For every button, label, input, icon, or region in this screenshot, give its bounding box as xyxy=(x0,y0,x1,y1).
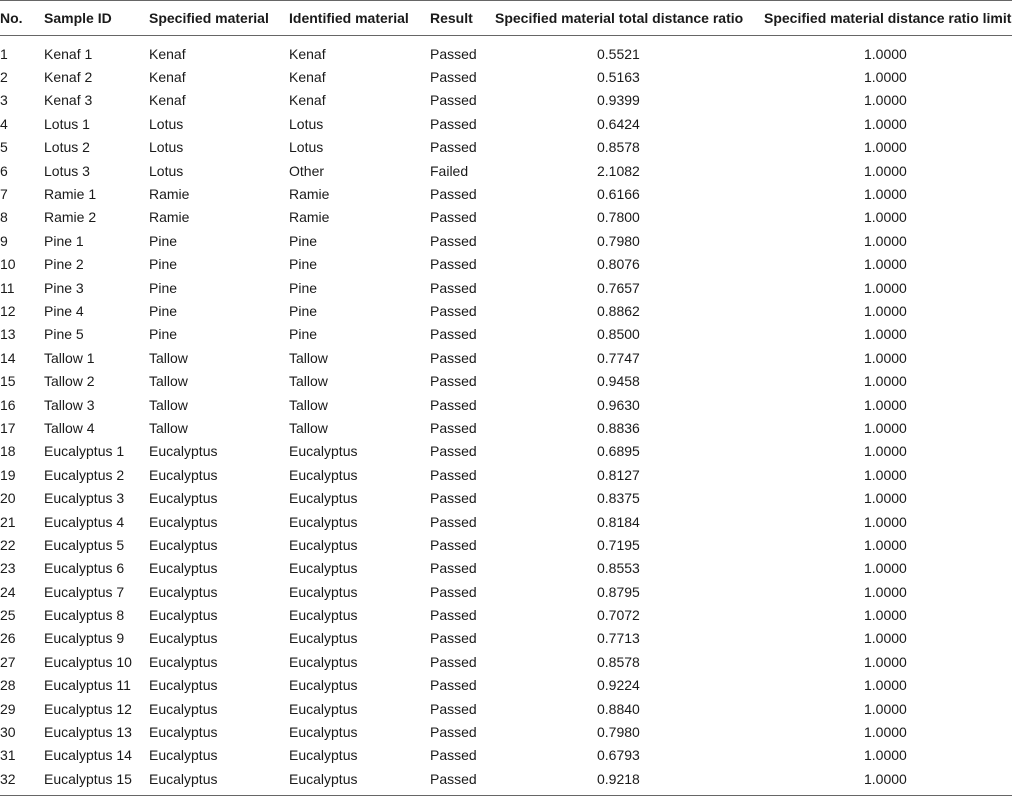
table-row xyxy=(0,229,1012,252)
cell-identified-material: Pine xyxy=(289,326,318,343)
cell-result: Passed xyxy=(430,186,477,203)
cell-distance-ratio-limit: 1.0000 xyxy=(864,162,907,179)
table-row xyxy=(0,767,1012,795)
cell-no: 8 xyxy=(0,209,8,226)
cell-distance-ratio-limit: 1.0000 xyxy=(864,209,907,226)
cell-result: Passed xyxy=(430,630,477,647)
cell-identified-material: Eucalyptus xyxy=(289,607,358,624)
cell-result: Passed xyxy=(430,490,477,507)
cell-sample-id: Eucalyptus 13 xyxy=(44,724,132,741)
cell-total-distance-ratio: 0.8076 xyxy=(597,256,640,273)
cell-sample-id: Tallow 3 xyxy=(44,396,95,413)
table-row xyxy=(0,557,1012,580)
cell-no: 31 xyxy=(0,747,16,764)
cell-result: Passed xyxy=(430,279,477,296)
header-identified-material: Identified material xyxy=(289,1,430,36)
cell-distance-ratio-limit: 1.0000 xyxy=(864,139,907,156)
cell-sample-id: Tallow 4 xyxy=(44,419,95,436)
header-sample-id: Sample ID xyxy=(44,1,149,36)
cell-no: 23 xyxy=(0,560,16,577)
cell-total-distance-ratio: 0.7072 xyxy=(597,607,640,624)
table-row xyxy=(0,276,1012,299)
cell-specified-material: Kenaf xyxy=(149,45,186,62)
cell-identified-material: Pine xyxy=(289,279,318,296)
cell-sample-id: Ramie 1 xyxy=(44,186,97,203)
cell-distance-ratio-limit: 1.0000 xyxy=(864,466,907,483)
cell-result: Passed xyxy=(430,419,477,436)
cell-total-distance-ratio: 2.1082 xyxy=(597,162,640,179)
cell-no: 2 xyxy=(0,69,8,86)
cell-identified-material: Eucalyptus xyxy=(289,724,358,741)
cell-no: 14 xyxy=(0,349,16,366)
cell-distance-ratio-limit: 1.0000 xyxy=(864,92,907,109)
cell-identified-material: Pine xyxy=(289,302,318,319)
cell-distance-ratio-limit: 1.0000 xyxy=(864,326,907,343)
cell-total-distance-ratio: 0.8553 xyxy=(597,560,640,577)
cell-distance-ratio-limit: 1.0000 xyxy=(764,767,1012,795)
cell-distance-ratio-limit: 1.0000 xyxy=(864,630,907,647)
cell-specified-material: Tallow xyxy=(149,419,188,436)
cell-specified-material: Pine xyxy=(149,256,178,273)
cell-total-distance-ratio: 0.8795 xyxy=(597,583,640,600)
cell-result: Passed xyxy=(430,349,477,366)
cell-specified-material: Eucalyptus xyxy=(149,653,218,670)
cell-distance-ratio-limit: 1.0000 xyxy=(864,724,907,741)
cell-result: Passed xyxy=(430,700,477,717)
cell-no: 25 xyxy=(0,607,16,624)
cell-sample-id: Eucalyptus 5 xyxy=(44,536,125,553)
cell-result: Passed xyxy=(430,677,477,694)
table-row xyxy=(0,510,1012,533)
cell-identified-material: Eucalyptus xyxy=(289,583,358,600)
cell-distance-ratio-limit: 1.0000 xyxy=(864,186,907,203)
cell-distance-ratio-limit: 1.0000 xyxy=(864,256,907,273)
cell-total-distance-ratio: 0.8578 xyxy=(597,653,640,670)
cell-identified-material: Eucalyptus xyxy=(289,513,358,530)
cell-sample-id: Eucalyptus 2 xyxy=(44,466,125,483)
cell-distance-ratio-limit: 1.0000 xyxy=(864,677,907,694)
cell-no: 28 xyxy=(0,677,16,694)
cell-result: Passed xyxy=(430,513,477,530)
cell-specified-material: Eucalyptus xyxy=(149,536,218,553)
cell-total-distance-ratio: 0.7195 xyxy=(597,536,640,553)
cell-no: 11 xyxy=(0,279,15,296)
cell-result: Passed xyxy=(430,443,477,460)
header-no: No. xyxy=(0,1,44,36)
cell-sample-id: Pine 4 xyxy=(44,302,84,319)
table-row xyxy=(0,206,1012,229)
cell-total-distance-ratio: 0.8862 xyxy=(597,302,640,319)
cell-no: 29 xyxy=(0,700,16,717)
cell-no: 22 xyxy=(0,536,16,553)
cell-sample-id: Eucalyptus 8 xyxy=(44,607,125,624)
table-row xyxy=(0,674,1012,697)
cell-result: Passed xyxy=(430,767,495,795)
cell-total-distance-ratio: 0.7713 xyxy=(597,630,640,647)
cell-result: Passed xyxy=(430,92,477,109)
cell-specified-material: Eucalyptus xyxy=(149,747,218,764)
cell-identified-material: Pine xyxy=(289,256,318,273)
cell-sample-id: Eucalyptus 4 xyxy=(44,513,125,530)
cell-total-distance-ratio: 0.9218 xyxy=(495,767,764,795)
cell-sample-id: Eucalyptus 3 xyxy=(44,490,125,507)
cell-distance-ratio-limit: 1.0000 xyxy=(864,419,907,436)
table-row xyxy=(0,697,1012,720)
cell-distance-ratio-limit: 1.0000 xyxy=(864,560,907,577)
cell-result: Passed xyxy=(430,724,477,741)
cell-specified-material: Kenaf xyxy=(149,69,186,86)
table-row xyxy=(0,136,1012,159)
table-row xyxy=(0,89,1012,112)
cell-result: Passed xyxy=(430,653,477,670)
cell-result: Failed xyxy=(430,162,469,179)
cell-specified-material: Eucalyptus xyxy=(149,724,218,741)
cell-distance-ratio-limit: 1.0000 xyxy=(864,349,907,366)
cell-distance-ratio-limit: 1.0000 xyxy=(864,279,907,296)
cell-specified-material: Eucalyptus xyxy=(149,560,218,577)
cell-result: Passed xyxy=(430,209,477,226)
cell-sample-id: Eucalyptus 15 xyxy=(44,767,149,795)
cell-sample-id: Eucalyptus 10 xyxy=(44,653,132,670)
cell-identified-material: Eucalyptus xyxy=(289,747,358,764)
cell-sample-id: Ramie 2 xyxy=(44,209,97,226)
cell-specified-material: Tallow xyxy=(149,396,188,413)
cell-total-distance-ratio: 0.9630 xyxy=(597,396,640,413)
cell-specified-material: Eucalyptus xyxy=(149,443,218,460)
cell-specified-material: Pine xyxy=(149,302,178,319)
table-row xyxy=(0,112,1012,135)
cell-total-distance-ratio: 0.9458 xyxy=(597,373,640,390)
cell-total-distance-ratio: 0.6895 xyxy=(597,443,640,460)
cell-identified-material: Eucalyptus xyxy=(289,767,430,795)
cell-no: 1 xyxy=(0,45,8,62)
cell-total-distance-ratio: 0.9224 xyxy=(597,677,640,694)
cell-identified-material: Tallow xyxy=(289,396,328,413)
cell-no: 30 xyxy=(0,724,16,741)
cell-total-distance-ratio: 0.7980 xyxy=(597,724,640,741)
table-header xyxy=(0,1,1012,36)
cell-no: 21 xyxy=(0,513,16,530)
cell-specified-material: Eucalyptus xyxy=(149,700,218,717)
cell-identified-material: Tallow xyxy=(289,419,328,436)
cell-identified-material: Other xyxy=(289,162,325,179)
cell-no: 32 xyxy=(0,767,44,795)
cell-identified-material: Lotus xyxy=(289,139,324,156)
cell-total-distance-ratio: 0.5521 xyxy=(597,45,640,62)
cell-identified-material: Eucalyptus xyxy=(289,443,358,460)
table-row xyxy=(0,580,1012,603)
cell-no: 5 xyxy=(0,139,8,156)
header-total-distance-ratio: Specified material total distance ratio xyxy=(495,1,764,36)
cell-distance-ratio-limit: 1.0000 xyxy=(864,45,907,62)
cell-no: 13 xyxy=(0,326,16,343)
cell-sample-id: Eucalyptus 9 xyxy=(44,630,125,647)
cell-distance-ratio-limit: 1.0000 xyxy=(864,373,907,390)
cell-identified-material: Eucalyptus xyxy=(289,560,358,577)
cell-no: 10 xyxy=(0,256,16,273)
cell-total-distance-ratio: 0.6166 xyxy=(597,186,640,203)
cell-specified-material: Eucalyptus xyxy=(149,466,218,483)
cell-no: 17 xyxy=(0,419,16,436)
cell-sample-id: Eucalyptus 12 xyxy=(44,700,132,717)
cell-specified-material: Eucalyptus xyxy=(149,607,218,624)
cell-sample-id: Eucalyptus 14 xyxy=(44,747,132,764)
cell-result: Passed xyxy=(430,536,477,553)
cell-total-distance-ratio: 0.7980 xyxy=(597,232,640,249)
cell-no: 27 xyxy=(0,653,16,670)
table-body xyxy=(0,36,1012,796)
cell-sample-id: Kenaf 1 xyxy=(44,45,93,62)
cell-result: Passed xyxy=(430,466,477,483)
cell-distance-ratio-limit: 1.0000 xyxy=(864,607,907,624)
table-row xyxy=(0,323,1012,346)
cell-no: 9 xyxy=(0,232,8,249)
cell-total-distance-ratio: 0.7747 xyxy=(597,349,640,366)
cell-result: Passed xyxy=(430,326,477,343)
cell-distance-ratio-limit: 1.0000 xyxy=(864,747,907,764)
table-row xyxy=(0,159,1012,182)
cell-no: 20 xyxy=(0,490,16,507)
cell-result: Passed xyxy=(430,69,477,86)
cell-specified-material: Pine xyxy=(149,279,178,296)
cell-total-distance-ratio: 0.8500 xyxy=(597,326,640,343)
cell-result: Passed xyxy=(430,560,477,577)
cell-no: 6 xyxy=(0,162,8,179)
table-row xyxy=(0,393,1012,416)
cell-total-distance-ratio: 0.7800 xyxy=(597,209,640,226)
table-row xyxy=(0,253,1012,276)
cell-result: Passed xyxy=(430,256,477,273)
cell-total-distance-ratio: 0.8578 xyxy=(597,139,640,156)
cell-result: Passed xyxy=(430,373,477,390)
table-row xyxy=(0,627,1012,650)
cell-total-distance-ratio: 0.5163 xyxy=(597,69,640,86)
cell-sample-id: Eucalyptus 6 xyxy=(44,560,125,577)
header-specified-material: Specified material xyxy=(149,1,289,36)
cell-total-distance-ratio: 0.8836 xyxy=(597,419,640,436)
cell-sample-id: Lotus 3 xyxy=(44,162,90,179)
cell-no: 26 xyxy=(0,630,16,647)
cell-total-distance-ratio: 0.7657 xyxy=(597,279,640,296)
cell-specified-material: Kenaf xyxy=(149,92,186,109)
cell-identified-material: Eucalyptus xyxy=(289,677,358,694)
cell-result: Passed xyxy=(430,583,477,600)
cell-specified-material: Eucalyptus xyxy=(149,490,218,507)
table-row xyxy=(0,533,1012,556)
cell-identified-material: Tallow xyxy=(289,349,328,366)
cell-distance-ratio-limit: 1.0000 xyxy=(864,115,907,132)
cell-sample-id: Pine 3 xyxy=(44,279,84,296)
cell-identified-material: Eucalyptus xyxy=(289,466,358,483)
table-row xyxy=(0,65,1012,88)
cell-sample-id: Eucalyptus 7 xyxy=(44,583,125,600)
cell-identified-material: Ramie xyxy=(289,186,330,203)
cell-no: 12 xyxy=(0,302,16,319)
cell-identified-material: Lotus xyxy=(289,115,324,132)
cell-no: 15 xyxy=(0,373,16,390)
cell-specified-material: Eucalyptus xyxy=(149,583,218,600)
cell-specified-material: Eucalyptus xyxy=(149,767,289,795)
cell-distance-ratio-limit: 1.0000 xyxy=(864,700,907,717)
header-distance-ratio-limit: Specified material distance ratio limit xyxy=(764,1,1012,36)
header-result: Result xyxy=(430,1,495,36)
table-row xyxy=(0,369,1012,392)
cell-specified-material: Eucalyptus xyxy=(149,677,218,694)
cell-sample-id: Kenaf 2 xyxy=(44,69,93,86)
cell-identified-material: Eucalyptus xyxy=(289,490,358,507)
cell-no: 18 xyxy=(0,443,16,460)
cell-result: Passed xyxy=(430,232,477,249)
cell-distance-ratio-limit: 1.0000 xyxy=(864,443,907,460)
cell-total-distance-ratio: 0.8184 xyxy=(597,513,640,530)
cell-specified-material: Pine xyxy=(149,326,178,343)
table-row xyxy=(0,299,1012,322)
cell-specified-material: Tallow xyxy=(149,373,188,390)
cell-identified-material: Eucalyptus xyxy=(289,653,358,670)
cell-sample-id: Tallow 2 xyxy=(44,373,95,390)
table-row xyxy=(0,36,1012,66)
cell-identified-material: Tallow xyxy=(289,373,328,390)
cell-identified-material: Pine xyxy=(289,232,318,249)
table-row xyxy=(0,346,1012,369)
cell-distance-ratio-limit: 1.0000 xyxy=(864,583,907,600)
table-row xyxy=(0,440,1012,463)
table-row xyxy=(0,486,1012,509)
cell-total-distance-ratio: 0.6424 xyxy=(597,115,640,132)
cell-no: 7 xyxy=(0,186,8,203)
cell-result: Passed xyxy=(430,396,477,413)
cell-sample-id: Lotus 2 xyxy=(44,139,90,156)
cell-specified-material: Ramie xyxy=(149,209,190,226)
table-row xyxy=(0,463,1012,486)
cell-distance-ratio-limit: 1.0000 xyxy=(864,513,907,530)
cell-distance-ratio-limit: 1.0000 xyxy=(864,536,907,553)
cell-no: 19 xyxy=(0,466,16,483)
cell-result: Passed xyxy=(430,747,477,764)
table-row xyxy=(0,650,1012,673)
table-row xyxy=(0,182,1012,205)
cell-distance-ratio-limit: 1.0000 xyxy=(864,396,907,413)
cell-distance-ratio-limit: 1.0000 xyxy=(864,490,907,507)
cell-sample-id: Lotus 1 xyxy=(44,115,90,132)
cell-sample-id: Kenaf 3 xyxy=(44,92,93,109)
cell-sample-id: Eucalyptus 11 xyxy=(44,677,131,694)
cell-sample-id: Eucalyptus 1 xyxy=(44,443,125,460)
cell-identified-material: Ramie xyxy=(289,209,330,226)
cell-specified-material: Eucalyptus xyxy=(149,630,218,647)
cell-specified-material: Ramie xyxy=(149,186,190,203)
cell-sample-id: Pine 1 xyxy=(44,232,84,249)
cell-distance-ratio-limit: 1.0000 xyxy=(864,69,907,86)
table-row xyxy=(0,720,1012,743)
cell-no: 24 xyxy=(0,583,16,600)
cell-result: Passed xyxy=(430,302,477,319)
cell-identified-material: Eucalyptus xyxy=(289,700,358,717)
cell-no: 3 xyxy=(0,92,8,109)
cell-specified-material: Eucalyptus xyxy=(149,513,218,530)
cell-result: Passed xyxy=(430,45,477,62)
cell-total-distance-ratio: 0.8375 xyxy=(597,490,640,507)
cell-distance-ratio-limit: 1.0000 xyxy=(864,232,907,249)
cell-total-distance-ratio: 0.6793 xyxy=(597,747,640,764)
cell-specified-material: Tallow xyxy=(149,349,188,366)
cell-identified-material: Kenaf xyxy=(289,69,326,86)
cell-no: 4 xyxy=(0,115,8,132)
table-row xyxy=(0,744,1012,767)
cell-distance-ratio-limit: 1.0000 xyxy=(864,302,907,319)
cell-sample-id: Pine 2 xyxy=(44,256,84,273)
cell-identified-material: Eucalyptus xyxy=(289,630,358,647)
cell-specified-material: Pine xyxy=(149,232,178,249)
cell-identified-material: Eucalyptus xyxy=(289,536,358,553)
header-row xyxy=(0,1,1012,36)
cell-specified-material: Lotus xyxy=(149,139,184,156)
cell-distance-ratio-limit: 1.0000 xyxy=(864,653,907,670)
cell-specified-material: Lotus xyxy=(149,115,184,132)
cell-specified-material: Lotus xyxy=(149,162,184,179)
cell-result: Passed xyxy=(430,607,477,624)
cell-no: 16 xyxy=(0,396,16,413)
cell-identified-material: Kenaf xyxy=(289,92,326,109)
cell-result: Passed xyxy=(430,115,477,132)
cell-sample-id: Pine 5 xyxy=(44,326,84,343)
cell-total-distance-ratio: 0.8127 xyxy=(597,466,640,483)
cell-sample-id: Tallow 1 xyxy=(44,349,95,366)
table-row xyxy=(0,603,1012,626)
cell-identified-material: Kenaf xyxy=(289,45,326,62)
table-row xyxy=(0,416,1012,439)
cell-total-distance-ratio: 0.8840 xyxy=(597,700,640,717)
cell-total-distance-ratio: 0.9399 xyxy=(597,92,640,109)
cell-result: Passed xyxy=(430,139,477,156)
